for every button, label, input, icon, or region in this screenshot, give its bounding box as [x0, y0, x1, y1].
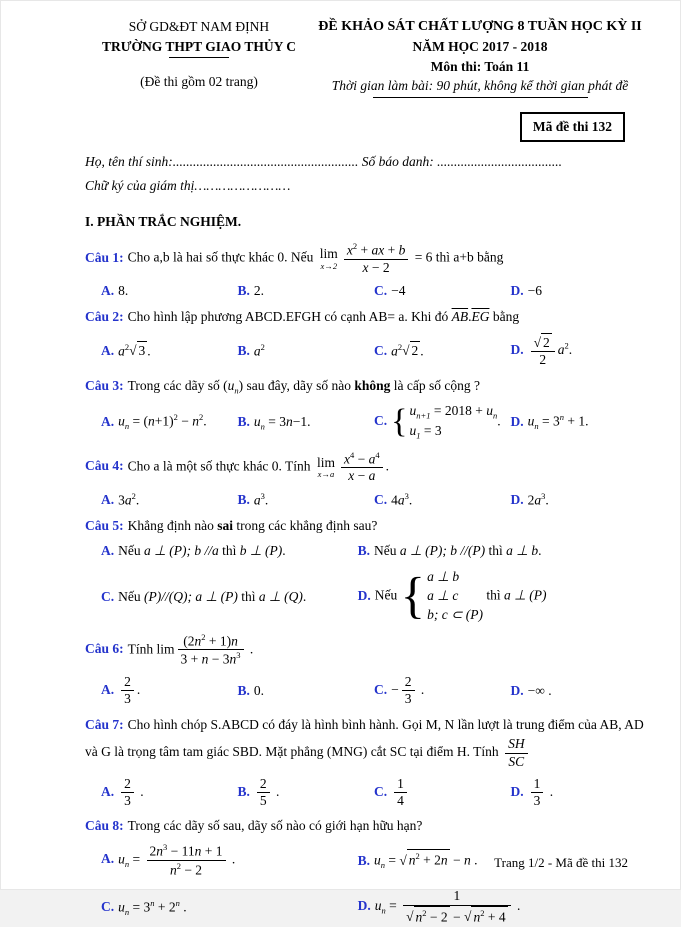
math-subscript: 1: [416, 430, 421, 441]
choice-D: D. Nếu { a ⊥ b a ⊥ c b; c ⊂ (P) thì a ⊥ (P): [357, 567, 547, 624]
question-label: Câu 5:: [85, 517, 124, 533]
math-superscript: 2: [564, 340, 569, 351]
math-superscript: n: [175, 897, 180, 908]
question-stem: Câu 1: Cho a,b là hai số thực khác 0. Nếu lim x→2 $\frac{x^2 + ax + b}{x - 2}$ = 6 thì a+b bằng: [85, 241, 504, 275]
radicand: 2: [411, 343, 419, 359]
choice-A: A. Nếu a ⊥ (P); b //a thì b ⊥ (P).: [101, 542, 286, 558]
fraction-denominator: 2: [539, 352, 547, 368]
choice-label: A.: [101, 681, 115, 697]
exam-code-box: Mã đề thi 132: [520, 112, 625, 142]
fraction-denominator: 3: [124, 793, 131, 808]
math-subscript: n: [260, 421, 265, 432]
choices-row: [85, 673, 647, 708]
choice-label: B.: [357, 542, 370, 558]
square-root: [464, 909, 508, 924]
limit: [320, 247, 338, 270]
exam-code-row: [85, 112, 647, 142]
page-content: [1, 1, 680, 927]
system-line: $u_{n+1} = 2018 + u_n$: [409, 402, 498, 421]
choice-B: B. Nếu a ⊥ (P); b //(P) thì a ⊥ b.: [357, 542, 542, 558]
fraction: [257, 776, 270, 809]
pages-note: (Đề thi gồm 02 trang): [140, 74, 258, 90]
math-subscript: n: [380, 860, 385, 871]
math-superscript: 2: [480, 907, 485, 918]
duration-underline: [373, 97, 588, 98]
math-var: a: [391, 343, 398, 359]
math-var: u: [374, 898, 382, 914]
math-var: a: [368, 451, 376, 467]
fraction: [121, 674, 134, 707]
system-brace: {: [400, 567, 426, 624]
choice-B: B. $\frac{2}{5}$ .: [237, 775, 280, 808]
math-var: n: [156, 843, 163, 859]
math-var: n: [229, 651, 237, 667]
math-var: a ⊥ (P): [504, 587, 547, 603]
choice-A: A. $\frac{2}{3}$ .: [101, 674, 141, 707]
fraction: [341, 450, 383, 485]
choice-label: A.: [101, 413, 115, 429]
radicand: 3: [138, 343, 146, 359]
proctor-signature-line: Chữ ký của giám thị……………………: [85, 178, 291, 194]
math-var: a ⊥ b: [427, 569, 460, 585]
math-var: u: [118, 413, 125, 429]
question: [85, 715, 647, 811]
math-var: b ⊥ (P): [239, 542, 283, 558]
fraction-numerator: $(2n^2 + 1)n$: [178, 632, 244, 651]
choice-label: C.: [374, 492, 388, 508]
school-name: TRƯỜNG THPT GIAO THỦY C: [101, 38, 297, 54]
math-superscript: 3: [236, 650, 241, 661]
fraction-denominator: √ $n^2 - 2$ − √ $n^2 + 4$: [406, 907, 506, 925]
school-name-underline: [169, 57, 229, 58]
math-subscript: n: [124, 906, 130, 917]
choice-A: A. $u_n = (n+1)^2 - n^2$.: [101, 412, 207, 432]
choice-label: C.: [374, 283, 388, 299]
math-var: n: [415, 909, 423, 925]
choice-D: D. −6: [510, 283, 542, 299]
fraction: [505, 736, 528, 769]
system-line: $u_1 = 3$: [409, 423, 442, 441]
fraction-numerator: 2: [402, 674, 415, 691]
math-superscript: 2: [198, 412, 204, 423]
fraction-numerator: [531, 333, 555, 353]
math-superscript: 3: [260, 490, 265, 501]
choice-label: B.: [357, 852, 370, 868]
choice-label: D.: [357, 587, 371, 603]
math-superscript: 3: [163, 842, 168, 853]
choice-B: B. $u_n = 3n-1$.: [237, 413, 311, 432]
choice-C: C. $a^2√$ 2 .: [374, 341, 424, 359]
math-subscript: n: [534, 421, 539, 432]
math-var: a ⊥ (Q): [258, 588, 303, 604]
math-var: n: [201, 651, 209, 667]
fraction-denominator: 3: [404, 691, 412, 707]
bold-text: sai: [217, 517, 234, 533]
system-lines: [409, 402, 497, 443]
equation-system: [391, 402, 497, 443]
math-var: u: [409, 423, 417, 439]
fraction-denominator: x − 2: [362, 259, 390, 275]
choice-A: A. $3a^2$.: [101, 490, 140, 508]
math-var: a: [534, 492, 542, 508]
vector-overline: $\overline{AB}$: [451, 308, 469, 324]
choice-label: D.: [510, 783, 524, 799]
math-var: a: [253, 343, 261, 359]
fraction-numerator: 2: [257, 776, 270, 793]
fraction: [344, 241, 409, 276]
math-var: a: [397, 492, 405, 508]
math-var: u: [227, 377, 235, 393]
fraction-numerator: 2: [121, 776, 134, 793]
choice-A: A. $\frac{2}{3}$ .: [101, 775, 144, 808]
choice-C: [374, 775, 511, 810]
fraction-numerator: 2: [121, 674, 134, 691]
choice-label: B.: [237, 783, 250, 799]
limit-subscript: x→a: [317, 469, 335, 480]
math-var: SC: [508, 753, 525, 769]
math-superscript: 4: [375, 449, 380, 460]
fraction-denominator: $n^2 - 2$: [169, 860, 203, 878]
radical-sign: √: [533, 334, 542, 350]
question-label: Câu 1:: [85, 249, 124, 265]
math-var: a ⊥ (P); b //a: [144, 542, 219, 558]
math-var: u: [253, 413, 261, 429]
choice-D: D. $\frac{√ 2}{2}$ $a^2$.: [510, 334, 573, 368]
math-superscript: 4: [349, 449, 355, 460]
question-label: Câu 3:: [85, 377, 124, 393]
math-var: a ⊥ c: [427, 587, 459, 603]
vector-overline: $\overline{EG}$: [471, 308, 490, 324]
question-label: Câu 4:: [85, 458, 124, 474]
system-lines: [427, 568, 483, 625]
math-var: u: [118, 851, 125, 867]
choice-label: D.: [510, 413, 524, 429]
radicand: 2: [543, 334, 550, 350]
choice-label: A.: [101, 542, 115, 558]
radical-sign: √: [129, 343, 137, 359]
square-root: [534, 335, 552, 350]
math-superscript: 3: [541, 490, 546, 501]
math-superscript: 3: [404, 490, 409, 501]
question-stem: Câu 8: Trong các dãy số sau, dãy số nào có giới hạn hữu hạn?: [85, 818, 423, 834]
fraction: [402, 674, 415, 707]
bold-text: không: [354, 377, 391, 393]
choice-C: C. $4a^3$.: [374, 490, 413, 508]
fraction-numerator: 1: [394, 776, 407, 793]
radical-sign: √: [464, 909, 472, 925]
radicand: $n^2 + 2n$: [408, 851, 448, 868]
choice-label: B.: [237, 283, 250, 299]
fraction: [403, 888, 510, 926]
choice-label: C.: [374, 343, 388, 359]
math-superscript: n: [150, 897, 155, 908]
choice-C: C. Nếu (P)//(Q); a ⊥ (P) thì a ⊥ (Q).: [101, 588, 307, 604]
math-superscript: 2: [131, 490, 136, 501]
square-root: [129, 343, 147, 358]
question: [85, 449, 647, 510]
choice-label: A.: [101, 492, 115, 508]
fraction: [178, 632, 244, 668]
math-var: n: [194, 843, 202, 859]
subject-line: Môn thi: Toán 11: [430, 58, 530, 74]
header-exam-block: [313, 17, 647, 98]
math-var: x: [320, 260, 325, 271]
math-var: n: [147, 413, 155, 429]
math-var: n: [194, 633, 202, 649]
choice-label: D.: [510, 283, 524, 299]
limit-subscript: x→2: [320, 260, 338, 271]
math-var: x: [343, 451, 350, 467]
math-superscript: 2: [260, 341, 265, 352]
math-var: a: [253, 492, 261, 508]
fraction: [394, 776, 407, 809]
choice-A: A. 8.: [101, 283, 129, 299]
choices-row: [85, 281, 647, 301]
math-superscript: 2: [397, 341, 403, 352]
choice-D: D. $u_n = 3^n + 1$.: [510, 412, 589, 432]
choices-row: [85, 541, 647, 625]
choice-label: C.: [101, 588, 115, 604]
math-subscript: n: [124, 859, 130, 870]
question-label: Câu 2:: [85, 308, 124, 324]
choice-label: C.: [374, 681, 388, 697]
choice-label: D.: [510, 683, 524, 699]
math-subscript: n: [381, 906, 386, 917]
exam-title: ĐỀ KHẢO SÁT CHẤT LƯỢNG 8 TUẦN HỌC KỲ II: [318, 19, 642, 34]
math-var: u: [118, 899, 125, 915]
choice-label: A.: [101, 783, 115, 799]
math-var: x: [348, 468, 355, 484]
math-var: n: [408, 852, 416, 868]
choices-row: [85, 490, 647, 510]
student-name-line: Họ, tên thí sinh:....................................................... Số báo danh: .....................................: [85, 153, 562, 169]
question-stem: Câu 3: Trong các dãy số $(u_n)$ sau đây, dãy số nào không là cấp số cộng ?: [85, 377, 480, 396]
question-stem: Câu 6: Tính lim $\frac{(2n^2 + 1)n}{3 + n - 3n^3}$ .: [85, 631, 254, 667]
choice-C: C. { $u_{n+1} = 2018 + u_n$ $u_1 = 3$ .: [374, 402, 501, 441]
fraction-numerator: $2n^3 - 11n + 1$: [147, 842, 226, 861]
question-stem: Câu 7: Cho hình chóp S.ABCD có đáy là hình bình hành. Gọi M, N lần lượt là trung điểm của AB, AD và G là trọng tâm tam giác SBD. Mặt phẳng (MNG) cắt SC tại điểm H. Tính $\frac{SH}{SC}$: [85, 716, 644, 769]
question: [85, 307, 647, 370]
questions-list: [85, 240, 647, 927]
choice-label: A.: [101, 343, 115, 359]
math-superscript: 2: [352, 241, 358, 252]
math-var: n: [440, 852, 448, 868]
math-var: n: [473, 909, 481, 925]
math-var: a: [368, 468, 376, 484]
fraction-denominator: [505, 754, 528, 770]
choice-label: B.: [237, 343, 250, 359]
choice-A: A. $u_n$ = $\frac{2n^3 - 11n + 1}{n^2 - 2}$ .: [101, 842, 236, 878]
limit: [317, 456, 335, 479]
choice-B: [238, 341, 375, 361]
question-label: Câu 8:: [85, 818, 124, 834]
fraction-numerator: 1: [531, 776, 544, 793]
fraction: [531, 776, 544, 809]
section-title: I. PHẦN TRẮC NGHIỆM.: [85, 213, 242, 229]
math-superscript: 2: [176, 860, 181, 871]
choice-C: C. − $\frac{2}{3}$ .: [374, 674, 425, 707]
department-name: SỞ GD&ĐT NAM ĐỊNH: [128, 19, 270, 34]
header: [85, 17, 647, 98]
school-year: NĂM HỌC 2017 - 2018: [412, 39, 548, 55]
math-subscript: n: [234, 385, 239, 396]
system-line: [427, 606, 483, 625]
math-var: SH: [508, 736, 525, 752]
system-line: [427, 587, 483, 606]
math-superscript: 2: [124, 341, 130, 352]
math-var: b: [398, 242, 406, 258]
fraction-numerator: 1: [403, 888, 510, 905]
math-var: u: [374, 852, 381, 868]
choice-label: B.: [237, 413, 250, 429]
choice-label: B.: [237, 683, 250, 699]
math-var: u: [527, 413, 535, 429]
radicand: $n^2 + 4$: [473, 907, 506, 925]
fraction: [531, 333, 555, 369]
math-subscript: n: [492, 410, 498, 421]
choice-D: D. −∞ .: [510, 683, 552, 699]
math-var: a: [557, 341, 565, 357]
choice-D: D. $\frac{1}{3}$ .: [510, 775, 554, 808]
square-root: [402, 343, 420, 358]
question-label: Câu 7:: [85, 716, 124, 732]
math-var: a ⊥ (P); b //(P): [399, 542, 486, 558]
limit-text: lim: [319, 246, 338, 262]
question-label: Câu 6:: [85, 641, 124, 657]
radical-sign: √: [402, 343, 410, 359]
math-subscript: n: [124, 421, 130, 432]
choices-row: [85, 332, 647, 370]
fraction: [121, 776, 134, 809]
math-superscript: 2: [415, 851, 420, 862]
choice-label: C.: [374, 783, 388, 799]
system-brace: {: [391, 402, 408, 440]
choice-C: C. $u_n = 3^n + 2^n$ .: [101, 897, 187, 917]
math-superscript: n: [559, 412, 564, 423]
page-footer: Trang 1/2 - Mã đề thi 132: [494, 855, 628, 871]
question-stem: Câu 5: Khẳng định nào sai trong các khẳng định sau?: [85, 517, 378, 533]
math-var: x: [346, 242, 353, 258]
math-var: ax: [371, 242, 385, 258]
math-var: a: [118, 343, 125, 359]
math-var: u: [486, 402, 493, 418]
fraction-numerator: [505, 736, 528, 753]
duration-note: Thời gian làm bài: 90 phút, không kể thời gian phát đề: [331, 78, 629, 94]
choice-label: B.: [237, 492, 250, 508]
choice-B: B. $a^3$.: [237, 490, 269, 508]
choice-B: B. 2.: [237, 283, 265, 299]
question-stem: Câu 2: Cho hình lập phương ABCD.EFGH có cạnh AB= a. Khi đó $\overline{AB}.\overline{EG}$ bằng: [85, 308, 520, 324]
math-subscript: n+1: [416, 410, 431, 421]
choice-A: A. $a^2√$ 3 .: [101, 341, 151, 359]
question: [85, 240, 647, 300]
choice-label: C.: [374, 413, 388, 429]
fraction-numerator: $x^4 - a^4$: [341, 450, 383, 469]
math-var: n: [286, 413, 293, 429]
square-root: [399, 853, 449, 868]
fraction-denominator: $3 + n - 3n^3$: [180, 650, 241, 667]
question: [85, 631, 647, 709]
math-var: n: [169, 862, 177, 878]
math-var: a: [124, 492, 132, 508]
equation-system: [401, 568, 483, 625]
math-var: a: [329, 469, 335, 480]
fraction-denominator: x − a: [348, 468, 376, 484]
math-var: n: [192, 413, 199, 429]
choice-D: D. $u_n$ = $\frac{1}{√ n^2 - 2 - √ n^2 + 4}$ .: [357, 888, 521, 925]
limit-text: lim: [316, 454, 335, 470]
choice-label: D.: [510, 492, 524, 508]
fraction-denominator: 5: [259, 793, 267, 808]
math-var: n: [464, 852, 471, 868]
choice-label: D.: [510, 341, 524, 357]
choice-label: C.: [101, 899, 115, 915]
math-var: x: [317, 469, 322, 480]
fraction-denominator: 4: [397, 793, 404, 808]
choices-row: [85, 775, 647, 810]
choice-label: D.: [357, 898, 371, 914]
square-root: [406, 909, 450, 924]
math-superscript: 2: [422, 907, 427, 918]
fraction-denominator: 3: [124, 691, 131, 707]
radical-sign: √: [406, 909, 414, 925]
math-superscript: 2: [201, 631, 206, 642]
question-stem: Câu 4: Cho a là một số thực khác 0. Tính lim x→a $\frac{x^4 - a^4}{x - a}$ .: [85, 449, 389, 484]
choices-row: [85, 402, 647, 443]
math-var: u: [409, 402, 417, 418]
fraction: [147, 842, 226, 878]
math-var: n: [231, 633, 238, 649]
math-var: x: [362, 259, 369, 275]
choice-D: D. $2a^3$.: [510, 490, 549, 508]
math-var: (P)//(Q); a ⊥ (P): [144, 588, 238, 604]
system-line: [427, 568, 483, 587]
radicand: $n^2 - 2$: [415, 907, 448, 925]
choice-label: A.: [101, 283, 115, 299]
question: [85, 516, 647, 625]
header-school-block: [85, 17, 313, 98]
question: [85, 376, 647, 443]
math-var: a ⊥ b: [506, 542, 539, 558]
fraction-numerator: $x^2$ + ax + b: [344, 241, 409, 260]
radical-sign: √: [399, 852, 407, 868]
math-superscript: 2: [173, 412, 178, 423]
choice-B: B. 0.: [237, 683, 265, 699]
choice-C: C. −4: [374, 283, 406, 299]
math-var: b; c ⊂ (P): [427, 606, 484, 622]
choice-B: B. $u_n$ = √ $n^2 + 2n - n$ .: [357, 851, 478, 871]
fraction-denominator: 3: [533, 793, 541, 808]
choice-label: A.: [101, 851, 115, 867]
